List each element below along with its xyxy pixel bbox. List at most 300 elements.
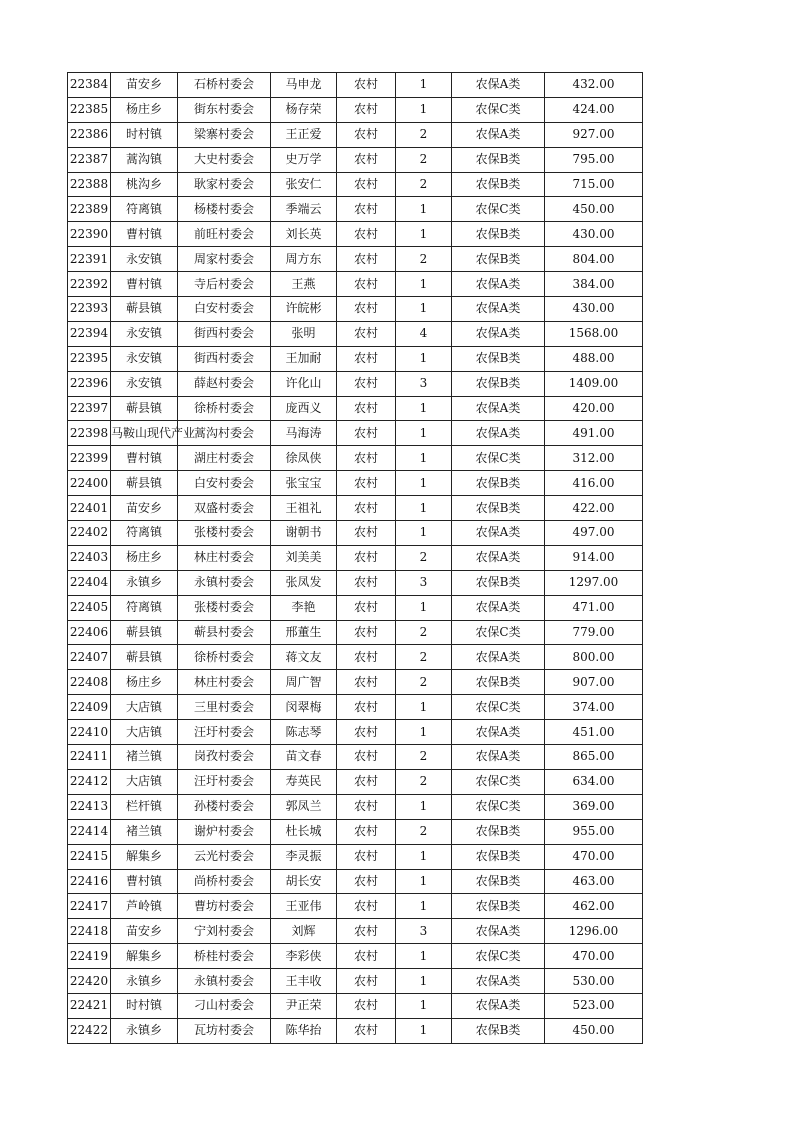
amount-cell: 471.00 [545, 595, 643, 620]
village-cell: 周家村委会 [178, 247, 271, 272]
person-count-cell: 1 [396, 222, 452, 247]
person-count-cell: 1 [396, 993, 452, 1018]
town-cell: 苗安乡 [111, 496, 178, 521]
household-type-cell: 农村 [337, 570, 396, 595]
table-row [68, 944, 643, 969]
name-cell: 季端云 [271, 197, 337, 222]
insurance-category-cell: 农保A类 [452, 645, 545, 670]
data-table [67, 72, 643, 1044]
village-cell: 徐桥村委会 [178, 645, 271, 670]
insurance-category-cell: 农保A类 [452, 919, 545, 944]
id-cell: 22396 [68, 371, 111, 396]
household-type-cell: 农村 [337, 172, 396, 197]
insurance-category-cell: 农保B类 [452, 819, 545, 844]
id-cell: 22399 [68, 446, 111, 471]
household-type-cell: 农村 [337, 371, 396, 396]
household-type-cell: 农村 [337, 197, 396, 222]
person-count-cell: 1 [396, 496, 452, 521]
household-type-cell: 农村 [337, 620, 396, 645]
household-type-cell: 农村 [337, 321, 396, 346]
table-row [68, 670, 643, 695]
id-cell: 22405 [68, 595, 111, 620]
household-type-cell: 农村 [337, 97, 396, 122]
amount-cell: 800.00 [545, 645, 643, 670]
id-cell: 22420 [68, 969, 111, 994]
amount-cell: 430.00 [545, 222, 643, 247]
town-cell: 杨庄乡 [111, 670, 178, 695]
insurance-category-cell: 农保A类 [452, 321, 545, 346]
name-cell: 尹正荣 [271, 993, 337, 1018]
person-count-cell: 1 [396, 969, 452, 994]
village-cell: 刁山村委会 [178, 993, 271, 1018]
village-cell: 汪圩村委会 [178, 769, 271, 794]
village-cell: 寺后村委会 [178, 272, 271, 297]
name-cell: 张宝宝 [271, 471, 337, 496]
name-cell: 马申龙 [271, 73, 337, 98]
town-cell: 永安镇 [111, 247, 178, 272]
town-cell: 曹村镇 [111, 446, 178, 471]
name-cell: 闵翠梅 [271, 695, 337, 720]
insurance-category-cell: 农保A类 [452, 720, 545, 745]
table-row [68, 247, 643, 272]
village-cell: 永镇村委会 [178, 570, 271, 595]
amount-cell: 491.00 [545, 421, 643, 446]
village-cell: 街西村委会 [178, 346, 271, 371]
household-type-cell: 农村 [337, 222, 396, 247]
name-cell: 李艳 [271, 595, 337, 620]
household-type-cell: 农村 [337, 122, 396, 147]
town-cell: 芦岭镇 [111, 894, 178, 919]
household-type-cell: 农村 [337, 496, 396, 521]
id-cell: 22394 [68, 321, 111, 346]
name-cell: 蒋文友 [271, 645, 337, 670]
table-row [68, 969, 643, 994]
amount-cell: 416.00 [545, 471, 643, 496]
town-cell: 时村镇 [111, 993, 178, 1018]
name-cell: 王加耐 [271, 346, 337, 371]
town-cell: 褚兰镇 [111, 745, 178, 770]
insurance-category-cell: 农保C类 [452, 769, 545, 794]
village-cell: 云光村委会 [178, 844, 271, 869]
insurance-category-cell: 农保A类 [452, 396, 545, 421]
id-cell: 22409 [68, 695, 111, 720]
insurance-category-cell: 农保A类 [452, 421, 545, 446]
table-row [68, 645, 643, 670]
name-cell: 史万学 [271, 147, 337, 172]
person-count-cell: 1 [396, 272, 452, 297]
town-cell: 曹村镇 [111, 272, 178, 297]
insurance-category-cell: 农保B类 [452, 471, 545, 496]
name-cell: 庞西义 [271, 396, 337, 421]
insurance-category-cell: 农保B类 [452, 1018, 545, 1043]
village-cell: 石桥村委会 [178, 73, 271, 98]
name-cell: 周方东 [271, 247, 337, 272]
household-type-cell: 农村 [337, 595, 396, 620]
village-cell: 孙楼村委会 [178, 794, 271, 819]
name-cell: 苗文春 [271, 745, 337, 770]
name-cell: 郭凤兰 [271, 794, 337, 819]
table-row [68, 321, 643, 346]
amount-cell: 488.00 [545, 346, 643, 371]
town-cell: 栏杆镇 [111, 794, 178, 819]
household-type-cell: 农村 [337, 521, 396, 546]
amount-cell: 420.00 [545, 396, 643, 421]
id-cell: 22412 [68, 769, 111, 794]
person-count-cell: 1 [396, 471, 452, 496]
amount-cell: 907.00 [545, 670, 643, 695]
insurance-category-cell: 农保C类 [452, 794, 545, 819]
village-cell: 三里村委会 [178, 695, 271, 720]
person-count-cell: 2 [396, 670, 452, 695]
insurance-category-cell: 农保A类 [452, 272, 545, 297]
amount-cell: 374.00 [545, 695, 643, 720]
table-row [68, 545, 643, 570]
village-cell: 林庄村委会 [178, 545, 271, 570]
insurance-category-cell: 农保B类 [452, 172, 545, 197]
name-cell: 谢朝书 [271, 521, 337, 546]
town-cell: 桃沟乡 [111, 172, 178, 197]
household-type-cell: 农村 [337, 297, 396, 322]
name-cell: 陈志琴 [271, 720, 337, 745]
id-cell: 22411 [68, 745, 111, 770]
amount-cell: 955.00 [545, 819, 643, 844]
name-cell: 许皖彬 [271, 297, 337, 322]
insurance-category-cell: 农保B类 [452, 147, 545, 172]
person-count-cell: 2 [396, 620, 452, 645]
household-type-cell: 农村 [337, 471, 396, 496]
table-row [68, 620, 643, 645]
household-type-cell: 农村 [337, 919, 396, 944]
village-cell: 白安村委会 [178, 297, 271, 322]
person-count-cell: 1 [396, 894, 452, 919]
person-count-cell: 2 [396, 545, 452, 570]
name-cell: 陈华抬 [271, 1018, 337, 1043]
name-cell: 王燕 [271, 272, 337, 297]
name-cell: 刘辉 [271, 919, 337, 944]
insurance-category-cell: 农保B类 [452, 894, 545, 919]
town-cell: 永镇乡 [111, 969, 178, 994]
amount-cell: 715.00 [545, 172, 643, 197]
village-cell: 前旺村委会 [178, 222, 271, 247]
village-cell: 梁寨村委会 [178, 122, 271, 147]
amount-cell: 1296.00 [545, 919, 643, 944]
village-cell: 街东村委会 [178, 97, 271, 122]
id-cell: 22419 [68, 944, 111, 969]
household-type-cell: 农村 [337, 421, 396, 446]
insurance-category-cell: 农保A类 [452, 73, 545, 98]
household-type-cell: 农村 [337, 894, 396, 919]
id-cell: 22397 [68, 396, 111, 421]
town-cell: 杨庄乡 [111, 97, 178, 122]
household-type-cell: 农村 [337, 396, 396, 421]
town-cell: 蕲县镇 [111, 645, 178, 670]
town-cell: 蕲县镇 [111, 396, 178, 421]
person-count-cell: 1 [396, 869, 452, 894]
person-count-cell: 1 [396, 446, 452, 471]
village-cell: 耿家村委会 [178, 172, 271, 197]
village-cell: 张楼村委会 [178, 595, 271, 620]
table-row [68, 894, 643, 919]
amount-cell: 462.00 [545, 894, 643, 919]
name-cell: 王祖礼 [271, 496, 337, 521]
village-cell: 蒿沟村委会 [178, 421, 271, 446]
insurance-category-cell: 农保A类 [452, 545, 545, 570]
table-row [68, 371, 643, 396]
insurance-category-cell: 农保A类 [452, 969, 545, 994]
name-cell: 寿英民 [271, 769, 337, 794]
person-count-cell: 2 [396, 122, 452, 147]
person-count-cell: 1 [396, 346, 452, 371]
insurance-category-cell: 农保C类 [452, 620, 545, 645]
household-type-cell: 农村 [337, 844, 396, 869]
amount-cell: 470.00 [545, 944, 643, 969]
household-type-cell: 农村 [337, 1018, 396, 1043]
table-row [68, 122, 643, 147]
id-cell: 22415 [68, 844, 111, 869]
person-count-cell: 2 [396, 769, 452, 794]
insurance-category-cell: 农保B类 [452, 496, 545, 521]
village-cell: 蕲县村委会 [178, 620, 271, 645]
village-cell: 岗孜村委会 [178, 745, 271, 770]
town-cell: 蕲县镇 [111, 297, 178, 322]
table-row [68, 745, 643, 770]
amount-cell: 927.00 [545, 122, 643, 147]
name-cell: 刘美美 [271, 545, 337, 570]
amount-cell: 804.00 [545, 247, 643, 272]
name-cell: 邢董生 [271, 620, 337, 645]
person-count-cell: 2 [396, 745, 452, 770]
id-cell: 22388 [68, 172, 111, 197]
table-body [68, 73, 643, 1044]
amount-cell: 1297.00 [545, 570, 643, 595]
insurance-category-cell: 农保B类 [452, 844, 545, 869]
amount-cell: 424.00 [545, 97, 643, 122]
town-cell: 大店镇 [111, 720, 178, 745]
name-cell: 马海涛 [271, 421, 337, 446]
town-cell: 蕲县镇 [111, 620, 178, 645]
name-cell: 王正爱 [271, 122, 337, 147]
id-cell: 22406 [68, 620, 111, 645]
town-cell: 蒿沟镇 [111, 147, 178, 172]
household-type-cell: 农村 [337, 446, 396, 471]
town-cell: 永安镇 [111, 321, 178, 346]
household-type-cell: 农村 [337, 745, 396, 770]
town-cell: 永安镇 [111, 371, 178, 396]
table-row [68, 844, 643, 869]
household-type-cell: 农村 [337, 645, 396, 670]
table-row [68, 695, 643, 720]
person-count-cell: 3 [396, 570, 452, 595]
person-count-cell: 1 [396, 720, 452, 745]
household-type-cell: 农村 [337, 545, 396, 570]
household-type-cell: 农村 [337, 272, 396, 297]
village-cell: 汪圩村委会 [178, 720, 271, 745]
id-cell: 22417 [68, 894, 111, 919]
town-cell: 大店镇 [111, 695, 178, 720]
name-cell: 李灵振 [271, 844, 337, 869]
id-cell: 22390 [68, 222, 111, 247]
name-cell: 李彩侠 [271, 944, 337, 969]
town-cell: 永镇乡 [111, 1018, 178, 1043]
id-cell: 22401 [68, 496, 111, 521]
amount-cell: 795.00 [545, 147, 643, 172]
amount-cell: 432.00 [545, 73, 643, 98]
table-row [68, 496, 643, 521]
amount-cell: 523.00 [545, 993, 643, 1018]
household-type-cell: 农村 [337, 147, 396, 172]
id-cell: 22414 [68, 819, 111, 844]
id-cell: 22400 [68, 471, 111, 496]
town-cell: 时村镇 [111, 122, 178, 147]
town-cell: 符离镇 [111, 521, 178, 546]
insurance-category-cell: 农保C类 [452, 446, 545, 471]
table-row [68, 819, 643, 844]
person-count-cell: 1 [396, 421, 452, 446]
table-row [68, 570, 643, 595]
town-cell: 马鞍山现代产业 [111, 421, 178, 446]
amount-cell: 914.00 [545, 545, 643, 570]
village-cell: 尚桥村委会 [178, 869, 271, 894]
town-cell: 永镇乡 [111, 570, 178, 595]
household-type-cell: 农村 [337, 73, 396, 98]
id-cell: 22385 [68, 97, 111, 122]
table-row [68, 346, 643, 371]
id-cell: 22389 [68, 197, 111, 222]
id-cell: 22393 [68, 297, 111, 322]
insurance-category-cell: 农保B类 [452, 222, 545, 247]
person-count-cell: 2 [396, 247, 452, 272]
table-row [68, 919, 643, 944]
town-cell: 蕲县镇 [111, 471, 178, 496]
town-cell: 大店镇 [111, 769, 178, 794]
table-row [68, 396, 643, 421]
amount-cell: 312.00 [545, 446, 643, 471]
id-cell: 22403 [68, 545, 111, 570]
village-cell: 张楼村委会 [178, 521, 271, 546]
insurance-category-cell: 农保C类 [452, 197, 545, 222]
table-row [68, 172, 643, 197]
id-cell: 22402 [68, 521, 111, 546]
town-cell: 苗安乡 [111, 73, 178, 98]
person-count-cell: 1 [396, 73, 452, 98]
insurance-category-cell: 农保A类 [452, 297, 545, 322]
id-cell: 22413 [68, 794, 111, 819]
person-count-cell: 1 [396, 521, 452, 546]
name-cell: 王丰收 [271, 969, 337, 994]
name-cell: 徐凤侠 [271, 446, 337, 471]
id-cell: 22422 [68, 1018, 111, 1043]
id-cell: 22418 [68, 919, 111, 944]
id-cell: 22395 [68, 346, 111, 371]
town-cell: 符离镇 [111, 595, 178, 620]
household-type-cell: 农村 [337, 247, 396, 272]
village-cell: 街西村委会 [178, 321, 271, 346]
insurance-category-cell: 农保B类 [452, 570, 545, 595]
insurance-category-cell: 农保B类 [452, 670, 545, 695]
village-cell: 谢炉村委会 [178, 819, 271, 844]
household-type-cell: 农村 [337, 993, 396, 1018]
household-type-cell: 农村 [337, 969, 396, 994]
table-row [68, 869, 643, 894]
person-count-cell: 1 [396, 297, 452, 322]
amount-cell: 779.00 [545, 620, 643, 645]
amount-cell: 422.00 [545, 496, 643, 521]
household-type-cell: 农村 [337, 346, 396, 371]
village-cell: 曹坊村委会 [178, 894, 271, 919]
id-cell: 22398 [68, 421, 111, 446]
village-cell: 白安村委会 [178, 471, 271, 496]
id-cell: 22407 [68, 645, 111, 670]
person-count-cell: 1 [396, 794, 452, 819]
amount-cell: 384.00 [545, 272, 643, 297]
table-row [68, 421, 643, 446]
name-cell: 张凤发 [271, 570, 337, 595]
id-cell: 22408 [68, 670, 111, 695]
id-cell: 22410 [68, 720, 111, 745]
amount-cell: 470.00 [545, 844, 643, 869]
insurance-category-cell: 农保A类 [452, 122, 545, 147]
name-cell: 杜长城 [271, 819, 337, 844]
table-row [68, 73, 643, 98]
name-cell: 胡长安 [271, 869, 337, 894]
insurance-category-cell: 农保A类 [452, 595, 545, 620]
town-cell: 曹村镇 [111, 869, 178, 894]
household-type-cell: 农村 [337, 769, 396, 794]
person-count-cell: 1 [396, 197, 452, 222]
table-row [68, 521, 643, 546]
id-cell: 22416 [68, 869, 111, 894]
table-row [68, 446, 643, 471]
person-count-cell: 1 [396, 97, 452, 122]
amount-cell: 865.00 [545, 745, 643, 770]
table-row [68, 272, 643, 297]
name-cell: 王亚伟 [271, 894, 337, 919]
id-cell: 22387 [68, 147, 111, 172]
name-cell: 杨存荣 [271, 97, 337, 122]
village-cell: 湖庄村委会 [178, 446, 271, 471]
town-cell: 曹村镇 [111, 222, 178, 247]
village-cell: 宁刘村委会 [178, 919, 271, 944]
person-count-cell: 3 [396, 919, 452, 944]
amount-cell: 450.00 [545, 197, 643, 222]
amount-cell: 1409.00 [545, 371, 643, 396]
table-row [68, 147, 643, 172]
person-count-cell: 1 [396, 396, 452, 421]
table-row [68, 595, 643, 620]
town-cell: 永安镇 [111, 346, 178, 371]
village-cell: 瓦坊村委会 [178, 1018, 271, 1043]
village-cell: 桥桂村委会 [178, 944, 271, 969]
table-row [68, 720, 643, 745]
table-row [68, 297, 643, 322]
name-cell: 周广智 [271, 670, 337, 695]
town-cell: 苗安乡 [111, 919, 178, 944]
id-cell: 22391 [68, 247, 111, 272]
village-cell: 薛赵村委会 [178, 371, 271, 396]
table-row [68, 197, 643, 222]
table-row [68, 471, 643, 496]
household-type-cell: 农村 [337, 695, 396, 720]
name-cell: 许化山 [271, 371, 337, 396]
village-cell: 双盛村委会 [178, 496, 271, 521]
name-cell: 张安仁 [271, 172, 337, 197]
amount-cell: 463.00 [545, 869, 643, 894]
table-row [68, 993, 643, 1018]
person-count-cell: 1 [396, 944, 452, 969]
id-cell: 22404 [68, 570, 111, 595]
id-cell: 22384 [68, 73, 111, 98]
household-type-cell: 农村 [337, 869, 396, 894]
